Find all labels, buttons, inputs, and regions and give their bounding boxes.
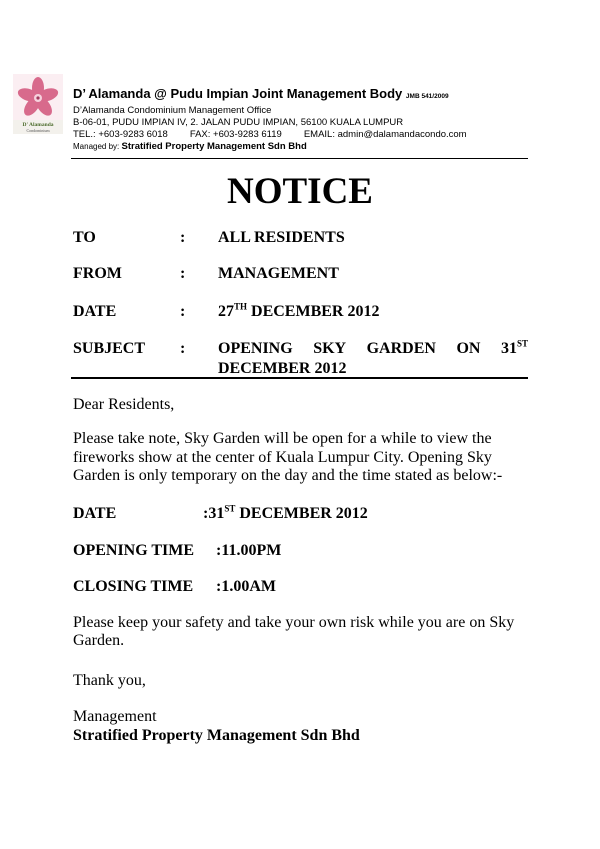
to-label: TO [73, 229, 96, 246]
subject-label: SUBJECT [73, 340, 146, 357]
subject-line-1 [218, 339, 528, 359]
subject-word-garden: GARDEN [366, 340, 436, 357]
office-name: D’Alamanda Condominium Management Office [73, 105, 272, 116]
thanks-line: Thank you, [73, 672, 146, 689]
subject-word-date [501, 339, 528, 359]
tel-number: TEL.: +603-9283 6018 [73, 129, 168, 140]
letterhead-divider [71, 158, 528, 159]
fax-number: FAX: +603-9283 6119 [189, 129, 282, 140]
detail-date-superscript: ST [224, 503, 236, 514]
contact-line [73, 129, 533, 141]
detail-date-day: :31 [203, 505, 225, 522]
from-label: FROM [73, 265, 122, 282]
managed-by-label: Managed by: [73, 142, 120, 151]
opening-time-label: OPENING TIME [73, 542, 195, 559]
date-colon: : [180, 303, 186, 320]
subject-value [218, 339, 528, 379]
date-month-year: DECEMBER 2012 [247, 303, 380, 320]
logo-text: D' Alamanda [22, 122, 54, 128]
closing-time-label: CLOSING TIME [73, 578, 194, 595]
company-logo [13, 74, 63, 134]
subject-word-sky: SKY [313, 340, 347, 357]
managed-by-line [73, 141, 533, 153]
date-day: 27 [218, 303, 234, 320]
closing-time-value: :1.00AM [216, 578, 276, 595]
subject-colon: : [180, 340, 186, 357]
managed-by-company: Stratified Property Management Sdn Bhd [121, 141, 307, 152]
subject-line-2: DECEMBER 2012 [218, 360, 347, 377]
date-superscript: TH [234, 301, 248, 312]
letterhead [73, 86, 533, 153]
from-colon: : [180, 265, 186, 282]
signature-dept: Management [73, 708, 157, 725]
safety-paragraph: Please keep your safety and take your own risk while you are on Sky Garden. [73, 614, 515, 649]
org-line [73, 86, 533, 105]
greeting: Dear Residents, [73, 396, 175, 413]
from-value: MANAGEMENT [218, 265, 339, 282]
subject-word-on: ON [456, 340, 481, 357]
header-divider [71, 377, 528, 379]
detail-date-label: DATE [73, 505, 117, 522]
detail-date-value [203, 504, 368, 524]
to-colon: : [180, 229, 186, 246]
logo-subtext: Condominium [26, 128, 50, 133]
date-value [218, 302, 528, 322]
subject-superscript: ST [516, 338, 528, 349]
to-value: ALL RESIDENTS [218, 229, 345, 246]
subject-word-opening: OPENING [218, 340, 293, 357]
email-address: EMAIL: admin@dalamandacondo.com [303, 129, 467, 140]
intro-paragraph: Please take note, Sky Garden will be open for a while to view the fireworks show at the center of Kuala Lumpur City. Opening Sky Garden is only temporary on the day and the time stated as below:- [73, 430, 503, 484]
date-label: DATE [73, 303, 117, 320]
jmb-code: JMB 541/2009 [405, 93, 449, 100]
notice-title: NOTICE [227, 171, 373, 212]
subject-day: 31 [500, 340, 517, 357]
org-name: D’ Alamanda @ Pudu Impian Joint Management Body [73, 86, 403, 101]
signature-company: Stratified Property Management Sdn Bhd [73, 727, 360, 744]
opening-time-value: :11.00PM [216, 542, 282, 559]
office-address: B-06-01, PUDU IMPIAN IV, 2. JALAN PUDU IMPIAN, 56100 KUALA LUMPUR [73, 117, 404, 128]
detail-date-month-year: DECEMBER 2012 [235, 505, 368, 522]
